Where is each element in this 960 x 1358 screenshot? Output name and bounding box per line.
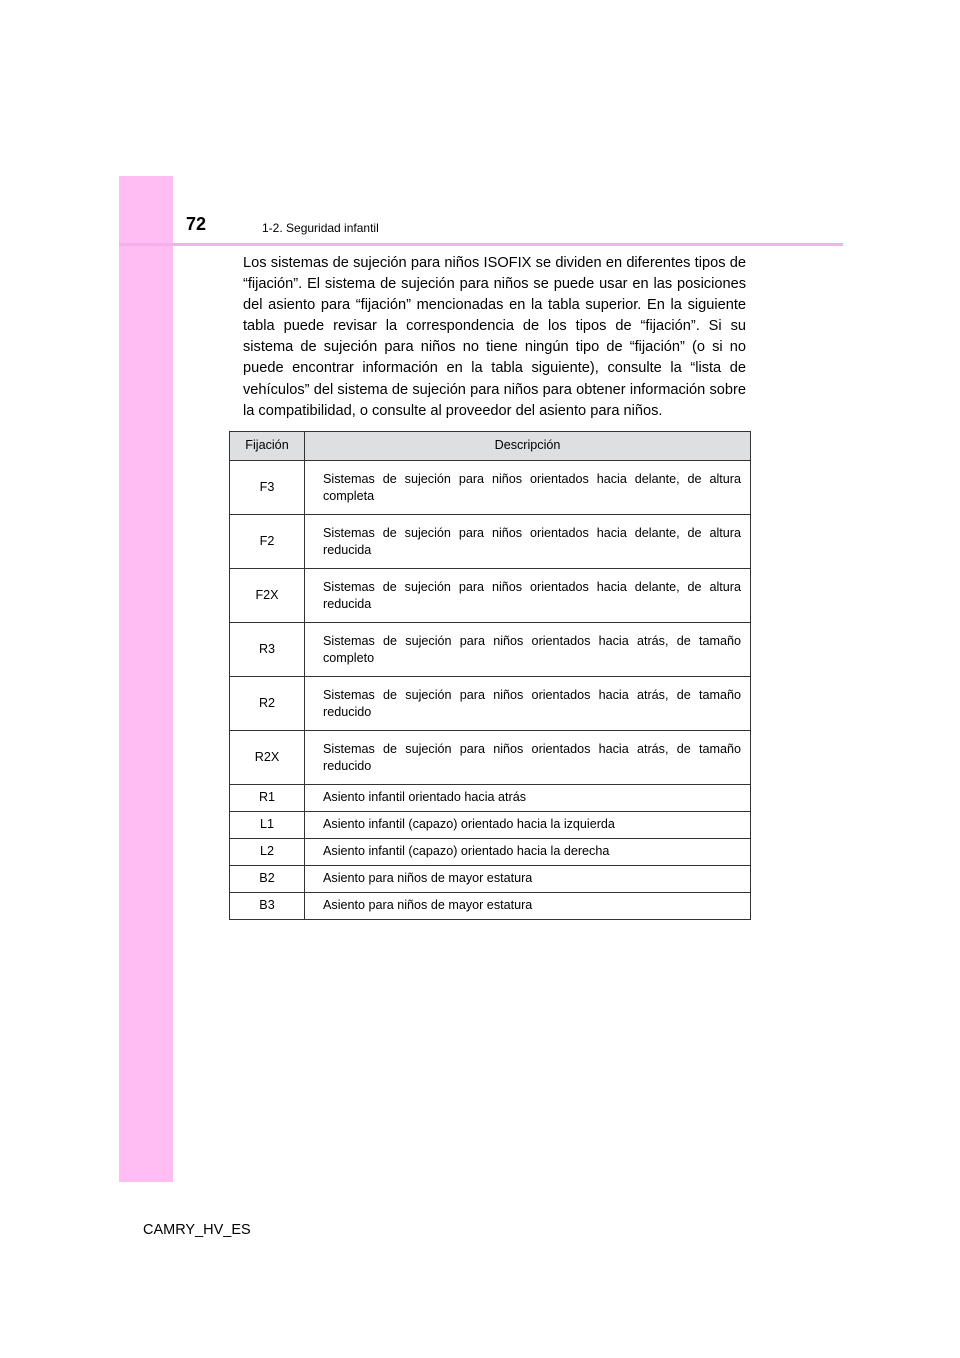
fixation-description: Sistemas de sujeción para niños orientados hacia atrás, de tamaño reducido	[305, 731, 751, 785]
fixation-code: L1	[230, 812, 305, 839]
chapter-side-band	[119, 176, 173, 1182]
table-row	[230, 515, 751, 569]
section-title: 1-2. Seguridad infantil	[262, 221, 379, 235]
header-rule	[119, 243, 843, 246]
table-row	[230, 785, 751, 812]
fixation-code: R2X	[230, 731, 305, 785]
fixation-code: R3	[230, 623, 305, 677]
column-header-description: Descripción	[305, 432, 751, 461]
table-row	[230, 731, 751, 785]
fixation-code: F3	[230, 461, 305, 515]
fixation-code: L2	[230, 839, 305, 866]
fixation-description: Asiento para niños de mayor estatura	[305, 893, 751, 920]
table-row	[230, 677, 751, 731]
table-row	[230, 812, 751, 839]
table-row	[230, 893, 751, 920]
fixation-description: Sistemas de sujeción para niños orientados hacia atrás, de tamaño completo	[305, 623, 751, 677]
fixation-code: F2	[230, 515, 305, 569]
fixation-description: Sistemas de sujeción para niños orientados hacia delante, de altura reducida	[305, 515, 751, 569]
fixation-code: R2	[230, 677, 305, 731]
fixation-description: Asiento infantil (capazo) orientado hacia la izquierda	[305, 812, 751, 839]
table-row	[230, 461, 751, 515]
fixation-table	[229, 431, 751, 920]
fixation-code: R1	[230, 785, 305, 812]
fixation-description: Asiento para niños de mayor estatura	[305, 866, 751, 893]
page-number: 72	[186, 214, 207, 234]
fixation-code: B2	[230, 866, 305, 893]
table-row	[230, 839, 751, 866]
table-row	[230, 866, 751, 893]
table-row	[230, 623, 751, 677]
fixation-description: Asiento infantil (capazo) orientado hacia la derecha	[305, 839, 751, 866]
fixation-code: B3	[230, 893, 305, 920]
document-code: CAMRY_HV_ES	[143, 1222, 251, 1238]
fixation-description: Asiento infantil orientado hacia atrás	[305, 785, 751, 812]
table-row	[230, 569, 751, 623]
table-header-row	[230, 432, 751, 461]
fixation-description: Sistemas de sujeción para niños orientados hacia delante, de altura reducida	[305, 569, 751, 623]
column-header-fixation: Fijación	[230, 432, 305, 461]
fixation-description: Sistemas de sujeción para niños orientados hacia delante, de altura completa	[305, 461, 751, 515]
body-paragraph: Los sistemas de sujeción para niños ISOFIX se dividen en diferentes tipos de “fijación”. El sistema de sujeción para niños se puede usar en las posiciones del asiento para “fijación” mencionadas en la tabla superior. En la siguiente tabla puede revisar la correspondencia de los tipos de “fijación”. Si su sistema de sujeción para niños no tiene ningún tipo de “fijación” (o si no puede encontrar información en la tabla siguiente), consulte la “lista de vehículos” del sistema de sujeción para niños para obtener información sobre la compatibilidad, o consulte al proveedor del asiento para niños.	[243, 255, 746, 419]
fixation-description: Sistemas de sujeción para niños orientados hacia atrás, de tamaño reducido	[305, 677, 751, 731]
fixation-code: F2X	[230, 569, 305, 623]
